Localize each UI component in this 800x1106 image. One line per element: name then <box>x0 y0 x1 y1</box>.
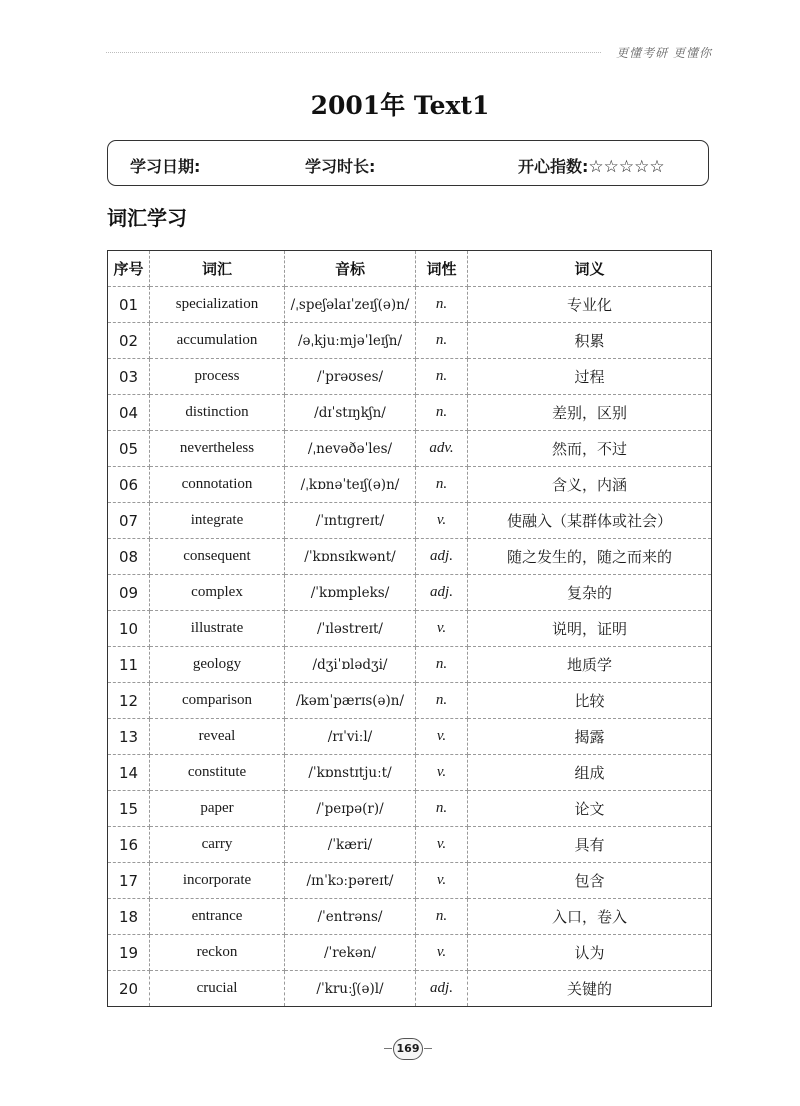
cell-ipa: /ˈɪntɪɡreɪt/ <box>285 503 416 539</box>
table-row <box>108 539 712 575</box>
cell-no: 16 <box>108 827 150 863</box>
cell-pos: v. <box>416 503 468 539</box>
cell-meaning: 说明，证明 <box>468 611 712 647</box>
table-header-row <box>108 251 712 287</box>
cell-meaning: 具有 <box>468 827 712 863</box>
cell-word: entrance <box>150 899 285 935</box>
table-row <box>108 359 712 395</box>
cell-no: 04 <box>108 395 150 431</box>
cell-meaning: 使融入（某群体或社会） <box>468 503 712 539</box>
table-row <box>108 755 712 791</box>
study-duration-label: 学习时长: <box>305 157 376 176</box>
cell-meaning: 积累 <box>468 323 712 359</box>
cell-word: reckon <box>150 935 285 971</box>
cell-no: 15 <box>108 791 150 827</box>
table-row <box>108 611 712 647</box>
cell-word: process <box>150 359 285 395</box>
cell-no: 13 <box>108 719 150 755</box>
cell-no: 12 <box>108 683 150 719</box>
cell-word: constitute <box>150 755 285 791</box>
cell-word: reveal <box>150 719 285 755</box>
cell-word: geology <box>150 647 285 683</box>
cell-word: carry <box>150 827 285 863</box>
cell-meaning: 过程 <box>468 359 712 395</box>
cell-word: specialization <box>150 287 285 323</box>
cell-meaning: 组成 <box>468 755 712 791</box>
cell-pos: v. <box>416 755 468 791</box>
cell-word: connotation <box>150 467 285 503</box>
table-row <box>108 647 712 683</box>
header-meaning: 词义 <box>468 251 712 287</box>
cell-word: paper <box>150 791 285 827</box>
cell-pos: n. <box>416 467 468 503</box>
header-slogan: 更懂考研 更懂你 <box>616 46 712 60</box>
cell-pos: v. <box>416 863 468 899</box>
happiness-star-rating[interactable]: ☆☆☆☆☆ <box>588 157 665 177</box>
vocabulary-table <box>107 250 712 1007</box>
cell-meaning: 专业化 <box>468 287 712 323</box>
table-row <box>108 935 712 971</box>
page-title: 2001年 Text1 <box>310 91 490 120</box>
cell-pos: adj. <box>416 575 468 611</box>
cell-word: complex <box>150 575 285 611</box>
cell-no: 19 <box>108 935 150 971</box>
cell-pos: adj. <box>416 971 468 1007</box>
cell-word: consequent <box>150 539 285 575</box>
cell-meaning: 比较 <box>468 683 712 719</box>
cell-ipa: /dɪˈstɪŋkʃn/ <box>285 395 416 431</box>
cell-meaning: 包含 <box>468 863 712 899</box>
cell-word: accumulation <box>150 323 285 359</box>
cell-word: integrate <box>150 503 285 539</box>
table-row <box>108 575 712 611</box>
cell-meaning: 地质学 <box>468 647 712 683</box>
cell-ipa: /ˈkɒnstɪtjuːt/ <box>285 755 416 791</box>
header-pos: 词性 <box>416 251 468 287</box>
study-info-box <box>107 140 709 186</box>
cell-ipa: /ˈentrəns/ <box>285 899 416 935</box>
header-word: 词汇 <box>150 251 285 287</box>
cell-ipa: /ˌnevəðəˈles/ <box>285 431 416 467</box>
cell-ipa: /ˌkɒnəˈteɪʃ(ə)n/ <box>285 467 416 503</box>
cell-no: 10 <box>108 611 150 647</box>
cell-no: 07 <box>108 503 150 539</box>
cell-meaning: 关键的 <box>468 971 712 1007</box>
study-date-label: 学习日期: <box>130 157 201 176</box>
cell-pos: n. <box>416 323 468 359</box>
cell-pos: v. <box>416 935 468 971</box>
table-row <box>108 971 712 1007</box>
cell-meaning: 入口，卷入 <box>468 899 712 935</box>
table-row <box>108 395 712 431</box>
cell-no: 11 <box>108 647 150 683</box>
cell-pos: n. <box>416 395 468 431</box>
table-row <box>108 503 712 539</box>
cell-ipa: /ɪnˈkɔːpəreɪt/ <box>285 863 416 899</box>
cell-no: 01 <box>108 287 150 323</box>
cell-no: 06 <box>108 467 150 503</box>
header-divider <box>106 52 601 53</box>
cell-pos: n. <box>416 359 468 395</box>
table-row <box>108 683 712 719</box>
cell-word: incorporate <box>150 863 285 899</box>
cell-meaning: 含义，内涵 <box>468 467 712 503</box>
cell-ipa: /ˈrekən/ <box>285 935 416 971</box>
header-no: 序号 <box>108 251 150 287</box>
cell-ipa: /ˈkɒmpleks/ <box>285 575 416 611</box>
cell-meaning: 论文 <box>468 791 712 827</box>
cell-pos: v. <box>416 611 468 647</box>
happiness-index <box>518 154 665 177</box>
cell-meaning: 揭露 <box>468 719 712 755</box>
cell-meaning: 复杂的 <box>468 575 712 611</box>
table-row <box>108 791 712 827</box>
cell-no: 17 <box>108 863 150 899</box>
cell-pos: adj. <box>416 539 468 575</box>
cell-ipa: /ˈprəʊses/ <box>285 359 416 395</box>
cell-pos: n. <box>416 683 468 719</box>
cell-no: 08 <box>108 539 150 575</box>
cell-meaning: 差别，区别 <box>468 395 712 431</box>
cell-word: distinction <box>150 395 285 431</box>
cell-pos: v. <box>416 827 468 863</box>
cell-meaning: 认为 <box>468 935 712 971</box>
header-ipa: 音标 <box>285 251 416 287</box>
cell-meaning: 随之发生的，随之而来的 <box>468 539 712 575</box>
cell-no: 09 <box>108 575 150 611</box>
cell-word: comparison <box>150 683 285 719</box>
happiness-label: 开心指数: <box>518 157 589 176</box>
table-row <box>108 827 712 863</box>
cell-no: 14 <box>108 755 150 791</box>
cell-meaning: 然而，不过 <box>468 431 712 467</box>
cell-ipa: /dʒiˈɒlədʒi/ <box>285 647 416 683</box>
cell-no: 02 <box>108 323 150 359</box>
cell-ipa: /kəmˈpærɪs(ə)n/ <box>285 683 416 719</box>
cell-no: 18 <box>108 899 150 935</box>
table-row <box>108 323 712 359</box>
cell-ipa: /rɪˈviːl/ <box>285 719 416 755</box>
cell-word: crucial <box>150 971 285 1007</box>
cell-pos: n. <box>416 899 468 935</box>
cell-pos: adv. <box>416 431 468 467</box>
cell-ipa: /ˌspeʃəlaɪˈzeɪʃ(ə)n/ <box>285 287 416 323</box>
table-row <box>108 899 712 935</box>
cell-ipa: /ˈkɒnsɪkwənt/ <box>285 539 416 575</box>
cell-pos: n. <box>416 647 468 683</box>
table-row <box>108 719 712 755</box>
cell-ipa: /ˈpeɪpə(r)/ <box>285 791 416 827</box>
table-row <box>108 863 712 899</box>
cell-no: 20 <box>108 971 150 1007</box>
cell-ipa: /ˈkæri/ <box>285 827 416 863</box>
cell-word: illustrate <box>150 611 285 647</box>
cell-ipa: /ˈɪləstreɪt/ <box>285 611 416 647</box>
cell-pos: v. <box>416 719 468 755</box>
cell-no: 05 <box>108 431 150 467</box>
section-title-vocabulary: 词汇学习 <box>107 206 187 230</box>
cell-ipa: /əˌkjuːmjəˈleɪʃn/ <box>285 323 416 359</box>
cell-ipa: /ˈkruːʃ(ə)l/ <box>285 971 416 1007</box>
table-row <box>108 431 712 467</box>
cell-word: nevertheless <box>150 431 285 467</box>
table-row <box>108 287 712 323</box>
cell-no: 03 <box>108 359 150 395</box>
cell-pos: n. <box>416 791 468 827</box>
page-number: 169 <box>393 1038 423 1060</box>
cell-pos: n. <box>416 287 468 323</box>
table-row <box>108 467 712 503</box>
